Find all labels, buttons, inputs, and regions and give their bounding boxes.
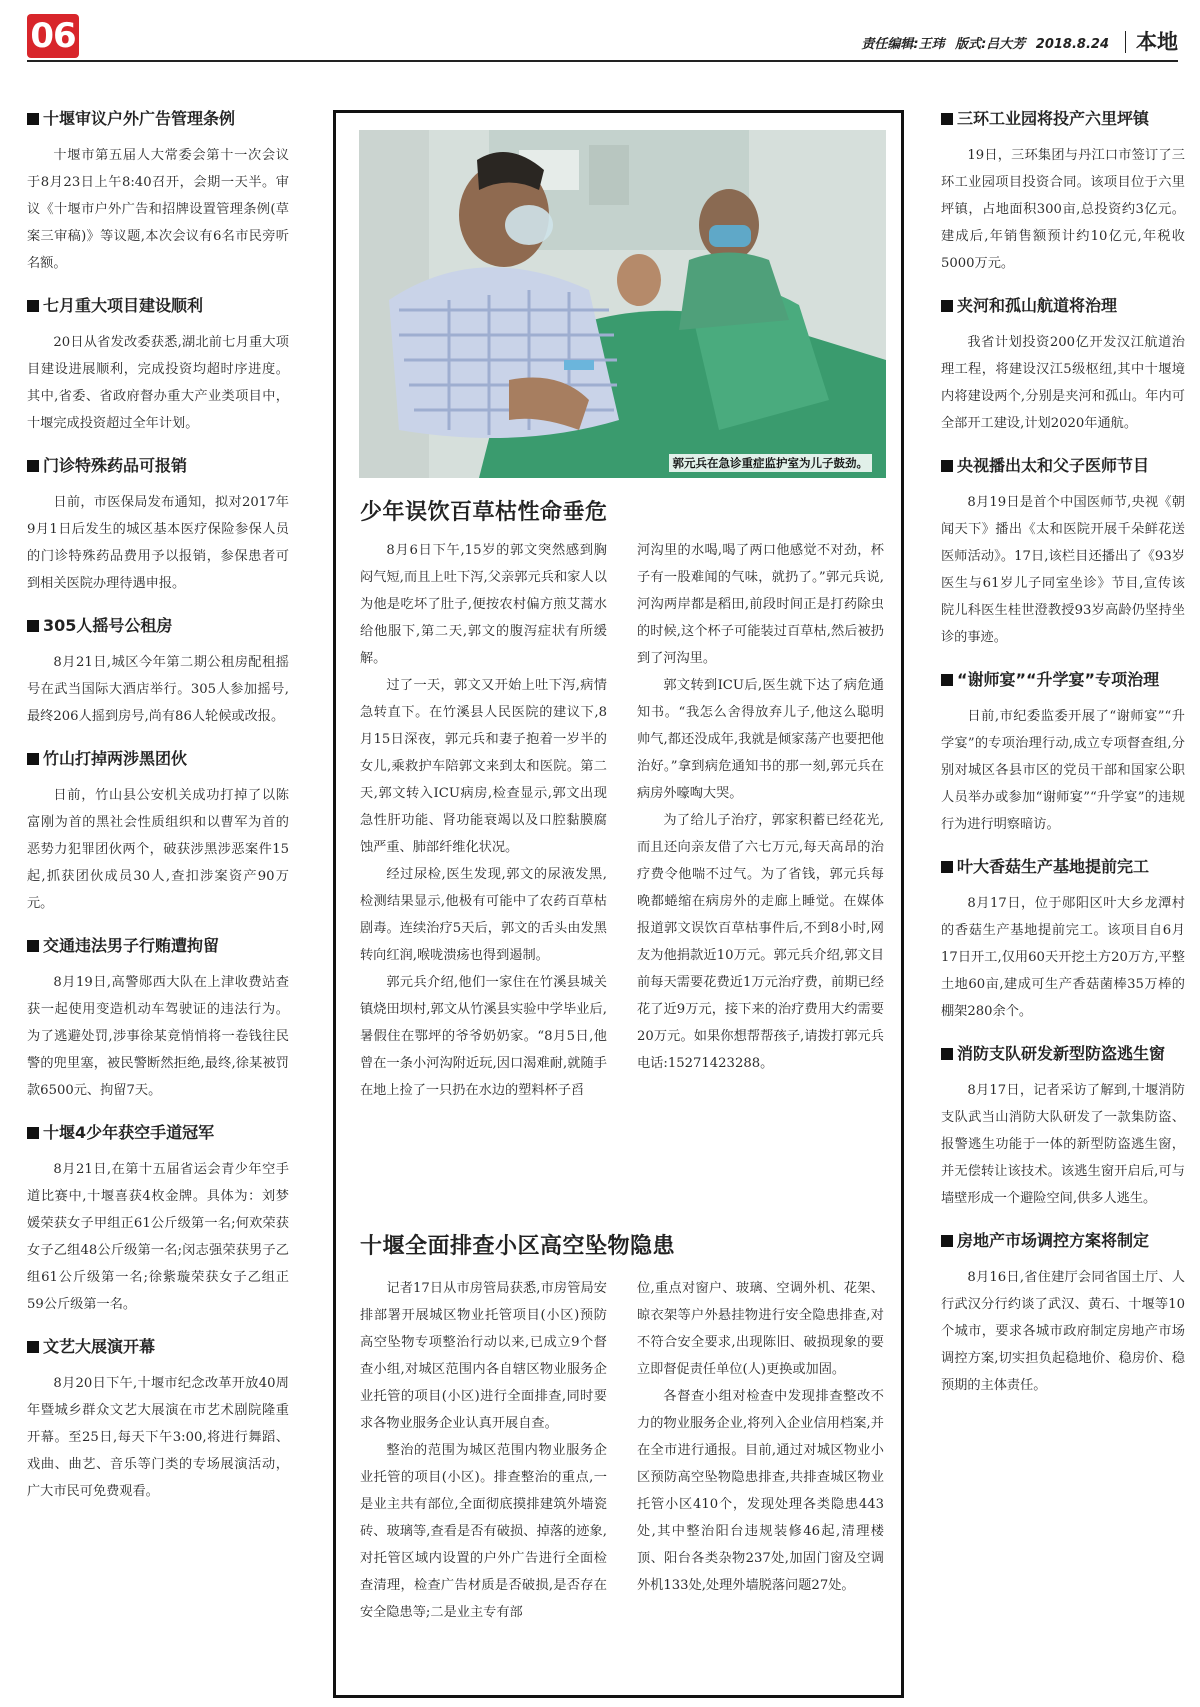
news-brief — [941, 856, 1185, 1025]
news-brief — [27, 1122, 289, 1318]
news-brief — [27, 1336, 289, 1505]
hospital-scene-illustration — [359, 130, 886, 478]
brief-body: 日前，竹山县公安机关成功打掉了以陈富刚为首的黑社会性质组织和以曹军为首的恶势力犯罪团伙两个，破获涉黑涉恶案件15起,抓获团伙成员30人,查扣涉案资产90万元。 — [27, 788, 289, 911]
photo-caption: 郭元兵在急诊重症监护室为儿子鼓劲。 — [669, 454, 873, 472]
brief-body: 8月17日，位于郧阳区叶大乡龙潭村的香菇生产基地提前完工。该项目自6月17日开工,仅用60天开挖土方20万方,平整土地60亩,建成可生产香菇菌棒35万棒的棚架280余个。 — [941, 896, 1185, 1019]
article-body — [360, 1275, 884, 1626]
left-news-column — [27, 108, 289, 1523]
editor-name: 责任编辑:王玮 — [861, 37, 945, 52]
news-brief — [941, 1230, 1185, 1399]
brief-body: 我省计划投资200亿开发汉江航道治理工程，将建设汉江5级枢纽,其中十堰境内将建设两个,分别是夹河和孤山。年内可全部开工建设,计划2020年通航。 — [941, 335, 1185, 431]
paragraph: 8月6日下午,15岁的郭文突然感到胸闷气短,而且上吐下泻,父亲郭元兵和家人以为他是吃坏了肚子,便按农村偏方煎艾蒿水给他服下,第二天,郭文的腹泻症状有所缓解。 — [360, 543, 607, 666]
header-rule — [27, 60, 1178, 62]
brief-body: 十堰市第五届人大常委会第十一次会议于8月23日上午8:40召开，会期一天半。审议《十堰市户外广告和招牌设置管理条例(草案三审稿)》等议题,本次会议有6名市民旁听名额。 — [27, 148, 289, 271]
paragraph: 记者17日从市房管局获悉,市房管局安排部署开展城区物业托管项目(小区)预防高空坠物专项整治行动以来,已成立9个督查小组,对城区范围内各自辖区物业服务企业托管的项目(小区)进行全面排查,同时要求各物业服务企业认真开展自查。 — [360, 1281, 607, 1431]
news-brief — [27, 455, 289, 597]
paragraph: 郭文转到ICU后,医生就下达了病危通知书。“我怎么舍得放弃儿子,他这么聪明帅气,都还没成年,我就是倾家荡产也要把他治好。”拿到病危通知书的那一刻,郭元兵在病房外嚎啕大哭。 — [637, 678, 884, 801]
editor-credits — [861, 33, 1115, 56]
section-name: 本地 — [1136, 30, 1178, 54]
paragraph: 整治的范围为城区范围内物业服务企业托管的项目(小区)。排查整治的重点,一是业主共有部位,全面彻底摸排建筑外墙瓷砖、玻璃等,查看是否有破损、掉落的迹象,对托管区域内设置的户外广告进行全面检查清理，检查广告材质是否破损,是否存在安全隐患等;二是业主专有部 — [360, 1443, 607, 1620]
paragraph: 位,重点对窗户、玻璃、空调外机、花架、晾衣架等户外悬挂物进行安全隐患排查,对不符合安全要求,出现陈旧、破损现象的要立即督促责任单位(人)更换或加固。 — [637, 1281, 884, 1377]
news-brief — [941, 295, 1185, 437]
feature-box — [333, 110, 904, 1698]
article-title: 十堰全面排查小区高空坠物隐患 — [360, 1233, 676, 1259]
brief-title: 竹山打掉两涉黑团伙 — [27, 748, 289, 770]
news-brief — [941, 455, 1185, 651]
article-column — [360, 1275, 607, 1626]
brief-title: 夹河和孤山航道将治理 — [941, 295, 1185, 317]
news-brief — [27, 935, 289, 1104]
brief-title: 门诊特殊药品可报销 — [27, 455, 289, 477]
paragraph: 过了一天，郭文又开始上吐下泻,病情急转直下。在竹溪县人民医院的建议下,8月15日深夜，郭元兵和妻子抱着一岁半的女儿,乘救护车陪郭文来到太和医院。第二天,郭文转入ICU病房,检查显示,郭文出现急性肝功能、肾功能衰竭以及口腔黏膜腐蚀严重、肺部纤维化状况。 — [360, 678, 607, 855]
paragraph: 各督查小组对检查中发现排查整改不力的物业服务企业,将列入企业信用档案,并在全市进行通报。目前,通过对城区物业小区预防高空坠物隐患排查,共排查城区物业托管小区410个，发现处理各类隐患443处,其中整治阳台违规装修46起,清理楼顶、阳台各类杂物237处,加固门窗及空调外机133处,处理外墙脱落问题27处。 — [637, 1389, 884, 1593]
news-brief — [27, 748, 289, 917]
brief-body: 日前,市纪委监委开展了“谢师宴”“升学宴”的专项治理行动,成立专项督查组,分别对城区各县市区的党员干部和国家公职人员举办或参加“谢师宴”“升学宴”的违规行为进行明察暗访。 — [941, 709, 1185, 832]
article-column — [360, 537, 607, 1104]
brief-title: 交通违法男子行贿遭拘留 — [27, 935, 289, 957]
brief-body: 8月19日,高警郧西大队在上津收费站查获一起使用变造机动车驾驶证的违法行为。为了逃避处罚,涉事徐某竟悄悄将一卷钱往民警的兜里塞，被民警断然拒绝,最终,徐某被罚款6500元、拘留7天。 — [27, 975, 289, 1098]
brief-body: 8月21日,城区今年第二期公租房配租摇号在武当国际大酒店举行。305人参加摇号,最终206人摇到房号,尚有86人轮候或改报。 — [27, 655, 289, 724]
brief-title: 文艺大展演开幕 — [27, 1336, 289, 1358]
brief-body: 8月20日下午,十堰市纪念改革开放40周年暨城乡群众文艺大展演在市艺术剧院隆重开幕。至25日,每天下午3:00,将进行舞蹈、戏曲、曲艺、音乐等门类的专场展演活动，广大市民可免费观看。 — [27, 1376, 289, 1499]
brief-title: 七月重大项目建设顺利 — [27, 295, 289, 317]
paragraph: 经过尿检,医生发现,郭文的尿液发黑,检测结果显示,他极有可能中了农药百草枯剧毒。连续治疗5天后，郭文的舌头由发黑转向红润,喉咙溃疡也得到遏制。 — [360, 867, 607, 963]
brief-title: 十堰4少年获空手道冠军 — [27, 1122, 289, 1144]
news-brief — [941, 1043, 1185, 1212]
brief-body: 8月17日，记者采访了解到,十堰消防支队武当山消防大队研发了一款集防盗、报警逃生功能于一体的新型防盗逃生窗，并无偿转让该技术。该逃生窗开启后,可与墙壁形成一个避险空间,供多人逃生。 — [941, 1083, 1185, 1206]
brief-title: 305人摇号公租房 — [27, 615, 289, 637]
page-number-badge: 06 — [27, 14, 79, 58]
paragraph: 郭元兵介绍,他们一家住在竹溪县城关镇烧田坝村,郭文从竹溪县实验中学毕业后,暑假住在鄂坪的爷爷奶奶家。“8月5日,他曾在一条小河沟附近玩,因口渴难耐,就随手在地上捡了一只扔在水边的塑料杯子舀 — [360, 975, 607, 1098]
brief-body: 20日从省发改委获悉,湖北前七月重大项目建设进展顺利，完成投资均超时序进度。其中,省委、省政府督办重大产业类项目中，十堰完成投资超过全年计划。 — [27, 335, 289, 431]
news-photo — [359, 130, 886, 478]
article-column — [637, 537, 884, 1104]
news-brief — [27, 108, 289, 277]
brief-title: 十堰审议户外广告管理条例 — [27, 108, 289, 130]
brief-title: 房地产市场调控方案将制定 — [941, 1230, 1185, 1252]
news-brief — [941, 108, 1185, 277]
layout-name: 版式:吕大芳 — [955, 37, 1026, 52]
paragraph: 河沟里的水喝,喝了两口他感觉不对劲，杯子有一股难闻的气味，就扔了。”郭元兵说,河沟两岸都是稻田,前段时间正是打药除虫的时候,这个杯子可能装过百草枯,然后被扔到了河沟里。 — [637, 543, 884, 666]
right-news-column — [941, 108, 1185, 1417]
brief-body: 日前，市医保局发布通知，拟对2017年9月1日后发生的城区基本医疗保险参保人员的门诊特殊药品费用予以报销，参保患者可到相关医院办理待遇申报。 — [27, 495, 289, 591]
page-header — [861, 26, 1178, 56]
brief-body: 8月19日是首个中国医师节,央视《朝闻天下》播出《太和医院开展千朵鲜花送医师活动》。17日,该栏目还播出了《93岁医生与61岁儿子同室坐诊》节目,宣传该院儿科医生桂世澄教授93岁高龄仍坚持坐诊的事迹。 — [941, 495, 1185, 645]
paragraph: 为了给儿子治疗，郭家积蓄已经花光,而且还向亲友借了六七万元,每天高昂的治疗费令他喘不过气。为了省钱，郭元兵每晚都蜷缩在病房外的走廊上睡觉。在媒体报道郭文误饮百草枯事件后,不到8小时,网友为他捐款近10万元。郭元兵介绍,郭文目前每天需要花费近1万元治疗费，前期已经花了近9万元，接下来的治疗费用大约需要20万元。如果你想帮帮孩子,请拨打郭元兵电话:15271423288。 — [637, 813, 884, 1071]
news-brief — [941, 669, 1185, 838]
article-title: 少年误饮百草枯性命垂危 — [360, 499, 608, 525]
brief-title: 消防支队研发新型防盗逃生窗 — [941, 1043, 1185, 1065]
article-column — [637, 1275, 884, 1626]
brief-title: 叶大香菇生产基地提前完工 — [941, 856, 1185, 878]
brief-body: 8月21日,在第十五届省运会青少年空手道比赛中,十堰喜获4枚金牌。具体为：刘梦媛荣获女子甲组正61公斤级第一名;何欢荣获女子乙组48公斤级第一名;闵志强荣获男子乙组61公斤级第一名;徐紫璇荣获女子乙组正59公斤级第一名。 — [27, 1162, 289, 1312]
issue-date: 2018.8.24 — [1035, 37, 1109, 52]
news-brief — [27, 615, 289, 730]
news-brief — [27, 295, 289, 437]
brief-body: 19日，三环集团与丹江口市签订了三环工业园项目投资合同。该项目位于六里坪镇，占地面积300亩,总投资约3亿元。建成后,年销售额预计约10亿元,年税收5000万元。 — [941, 148, 1185, 271]
brief-title: 三环工业园将投产六里坪镇 — [941, 108, 1185, 130]
brief-title: 央视播出太和父子医师节目 — [941, 455, 1185, 477]
article-body — [360, 537, 884, 1104]
brief-body: 8月16日,省住建厅会同省国土厅、人行武汉分行约谈了武汉、黄石、十堰等10个城市，要求各城市政府制定房地产市场调控方案,切实担负起稳地价、稳房价、稳预期的主体责任。 — [941, 1270, 1185, 1393]
brief-title: “谢师宴”“升学宴”专项治理 — [941, 669, 1185, 691]
header-divider — [1125, 31, 1126, 53]
